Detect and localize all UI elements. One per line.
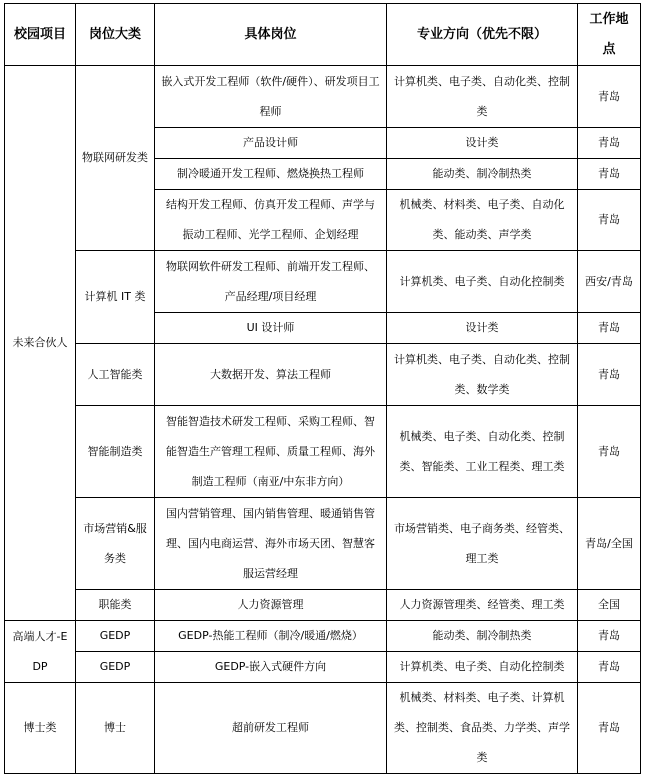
location-cell: 青岛 (578, 621, 641, 652)
location-cell: 青岛/全国 (578, 498, 641, 590)
header-category: 岗位大类 (76, 4, 155, 66)
category-ai: 人工智能类 (76, 344, 155, 406)
recruitment-table (4, 3, 641, 774)
table-row (5, 344, 641, 406)
major-cell: 计算机类、电子类、自动化控制类 (387, 652, 578, 683)
position-cell: 超前研发工程师 (155, 683, 387, 774)
group-future-partner: 未来合伙人 (5, 66, 76, 621)
table-row (5, 251, 641, 313)
location-cell: 西安/青岛 (578, 251, 641, 313)
major-cell: 市场营销类、电子商务类、经管类、理工类 (387, 498, 578, 590)
header-position: 具体岗位 (155, 4, 387, 66)
category-smart-mfg: 智能制造类 (76, 406, 155, 498)
location-cell: 青岛 (578, 66, 641, 128)
position-cell: 产品设计师 (155, 128, 387, 159)
major-cell: 人力资源管理类、经管类、理工类 (387, 590, 578, 621)
table-row (5, 683, 641, 774)
category-gedp: GEDP (76, 652, 155, 683)
position-cell: GEDP-热能工程师（制冷/暖通/燃烧） (155, 621, 387, 652)
group-phd: 博士类 (5, 683, 76, 774)
table-row (5, 590, 641, 621)
position-cell: 制冷暖通开发工程师、燃烧换热工程师 (155, 159, 387, 190)
group-edp: 高端人才-EDP (5, 621, 76, 683)
major-cell: 计算机类、电子类、自动化类、控制类、数学类 (387, 344, 578, 406)
table-row (5, 652, 641, 683)
location-cell: 全国 (578, 590, 641, 621)
major-cell: 机械类、材料类、电子类、计算机类、控制类、食品类、力学类、声学类 (387, 683, 578, 774)
location-cell: 青岛 (578, 652, 641, 683)
category-function: 职能类 (76, 590, 155, 621)
position-cell: UI 设计师 (155, 313, 387, 344)
header-major: 专业方向（优先不限） (387, 4, 578, 66)
table-row (5, 66, 641, 128)
location-cell: 青岛 (578, 683, 641, 774)
table-row (5, 498, 641, 590)
location-cell: 青岛 (578, 313, 641, 344)
location-cell: 青岛 (578, 159, 641, 190)
major-cell: 计算机类、电子类、自动化控制类 (387, 251, 578, 313)
location-cell: 青岛 (578, 344, 641, 406)
position-cell: 大数据开发、算法工程师 (155, 344, 387, 406)
position-cell: GEDP-嵌入式硬件方向 (155, 652, 387, 683)
table-row (5, 406, 641, 498)
position-cell: 物联网软件研发工程师、前端开发工程师、产品经理/项目经理 (155, 251, 387, 313)
header-location: 工作地点 (578, 4, 641, 66)
major-cell: 能动类、制冷制热类 (387, 621, 578, 652)
category-marketing: 市场营销&服务类 (76, 498, 155, 590)
position-cell: 国内营销管理、国内销售管理、暖通销售管理、国内电商运营、海外市场天团、智慧客服运营经理 (155, 498, 387, 590)
major-cell: 机械类、电子类、自动化类、控制类、智能类、工业工程类、理工类 (387, 406, 578, 498)
category-computer-it: 计算机 IT 类 (76, 251, 155, 344)
header-school-project: 校园项目 (5, 4, 76, 66)
major-cell: 能动类、制冷制热类 (387, 159, 578, 190)
major-cell: 计算机类、电子类、自动化类、控制类 (387, 66, 578, 128)
location-cell: 青岛 (578, 128, 641, 159)
position-cell: 智能智造技术研发工程师、采购工程师、智能智造生产管理工程师、质量工程师、海外制造工程师（南亚/中东非方向） (155, 406, 387, 498)
major-cell: 设计类 (387, 313, 578, 344)
location-cell: 青岛 (578, 406, 641, 498)
location-cell: 青岛 (578, 190, 641, 251)
table-row (5, 621, 641, 652)
header-row (5, 4, 641, 66)
category-iot-rd: 物联网研发类 (76, 66, 155, 251)
position-cell: 结构开发工程师、仿真开发工程师、声学与振动工程师、光学工程师、企划经理 (155, 190, 387, 251)
major-cell: 设计类 (387, 128, 578, 159)
major-cell: 机械类、材料类、电子类、自动化类、能动类、声学类 (387, 190, 578, 251)
category-phd: 博士 (76, 683, 155, 774)
position-cell: 嵌入式开发工程师（软件/硬件）、研发项目工程师 (155, 66, 387, 128)
category-gedp: GEDP (76, 621, 155, 652)
position-cell: 人力资源管理 (155, 590, 387, 621)
